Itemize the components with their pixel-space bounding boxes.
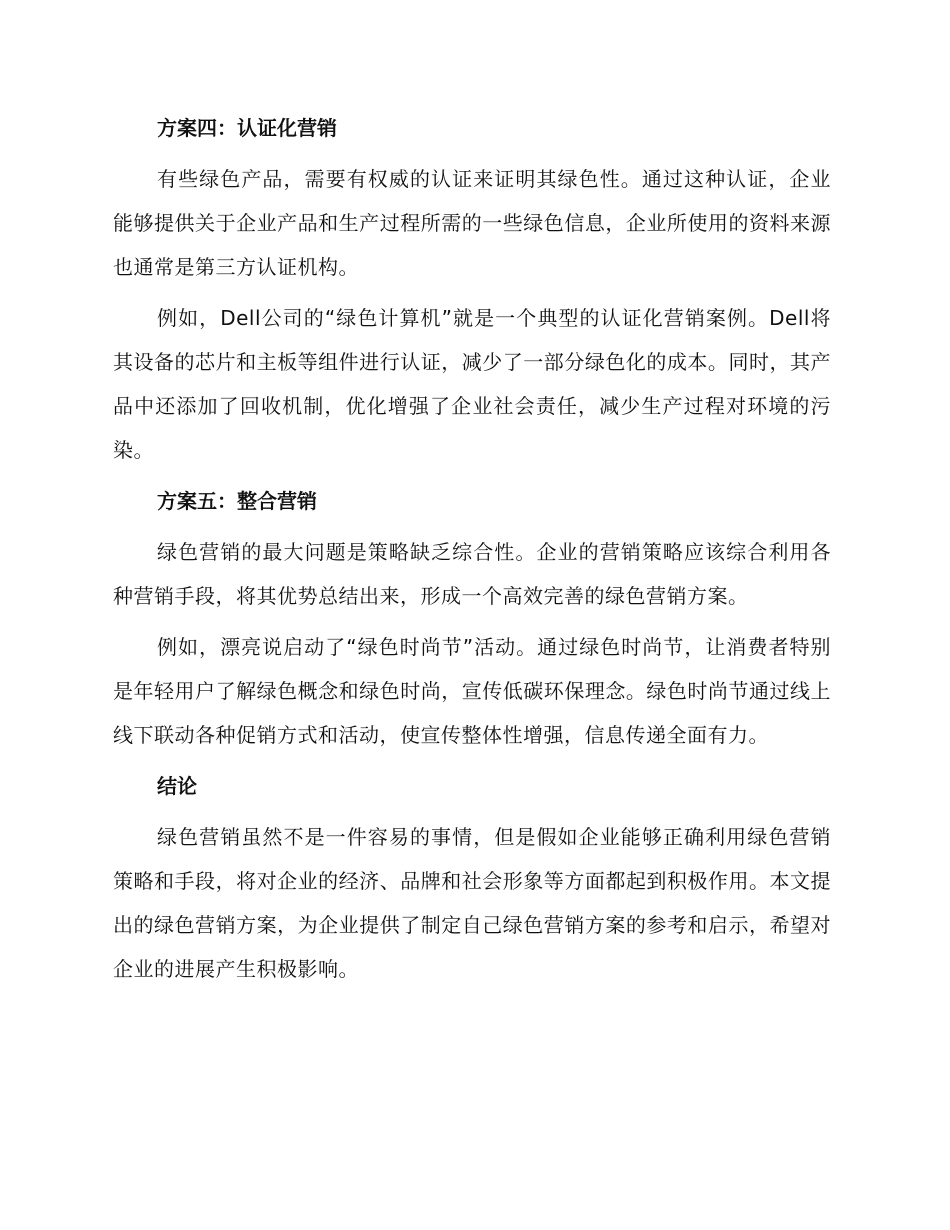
- paragraph-certification-example: 例如，Dell公司的“绿色计算机”就是一个典型的认证化营销案例。Dell将其设备的芯片和主板等组件进行认证，减少了一部分绿色化的成本。同时，其产品中还添加了回收机制，优化增强了企业社会责任，减少生产过程对环境的污染。: [113, 306, 831, 462]
- section-heading-integrated: 方案五：整合营销: [157, 489, 317, 513]
- paragraph-integrated-example: 例如，漂亮说启动了“绿色时尚节”活动。通过绿色时尚节，让消费者特别是年轻用户了解绿色概念和绿色时尚，宣传低碳环保理念。绿色时尚节通过线上线下联动各种促销方式和活动，使宣传整体性增强，信息传递全面有力。: [113, 635, 831, 747]
- paragraph-certification-intro: 有些绿色产品，需要有权威的认证来证明其绿色性。通过这种认证，企业能够提供关于企业产品和生产过程所需的一些绿色信息，企业所使用的资料来源也通常是第三方认证机构。: [113, 167, 831, 279]
- section-heading-certification: 方案四：认证化营销: [157, 116, 337, 140]
- paragraph-integrated-intro: 绿色营销的最大问题是策略缺乏综合性。企业的营销策略应该综合利用各种营销手段，将其优势总结出来，形成一个高效完善的绿色营销方案。: [113, 540, 831, 608]
- section-heading-conclusion: 结论: [157, 774, 197, 798]
- paragraph-conclusion: 绿色营销虽然不是一件容易的事情，但是假如企业能够正确利用绿色营销策略和手段，将对企业的经济、品牌和社会形象等方面都起到积极作用。本文提出的绿色营销方案，为企业提供了制定自己绿色营销方案的参考和启示，希望对企业的进展产生积极影响。: [113, 825, 831, 981]
- document-body: [113, 106, 831, 991]
